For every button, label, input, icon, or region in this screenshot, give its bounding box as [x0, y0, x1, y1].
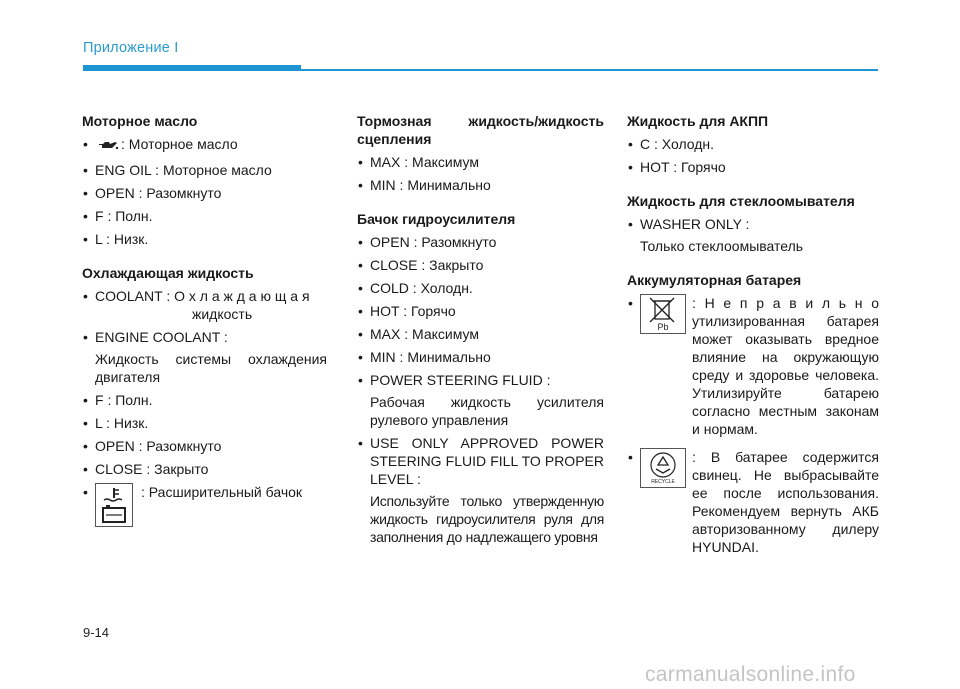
list-item: • CLOSE : Закрыто: [82, 460, 327, 478]
list-item: [82, 135, 327, 156]
list-item: • CLOSE : Закрыто: [357, 256, 604, 274]
coolant-heading: Охлаждающая жидкость: [82, 265, 254, 281]
list-item: • MAX : Максимум: [357, 153, 604, 171]
engine-oil-heading: Моторное масло: [82, 113, 198, 129]
pb-warning-text: : Н е п р а в и л ь н о утилизированная батарея может оказывать вредное влияние на окружающую среду и здоровье человека. Утилизируйте батарею согласно местным законам и нормам.: [692, 295, 879, 437]
list-item: • OPEN : Разомкнуто: [82, 184, 327, 202]
atf-heading: Жидкость для АКПП: [627, 113, 769, 129]
crossed-bin-pb-icon: [640, 294, 686, 334]
list-item: [357, 434, 604, 546]
watermark: carmanualsonline.info: [645, 663, 856, 686]
brake-fluid-heading: Тормозная жидкость/жидкость сцепления: [357, 113, 604, 147]
column-1: [82, 112, 327, 543]
list-item: [82, 328, 327, 386]
pb-icon-text: • Pb: [657, 322, 669, 332]
oil-can-icon: [97, 138, 119, 156]
coolant-label-continued: жидкость: [192, 306, 253, 322]
list-item: [627, 294, 879, 438]
list-item: • MIN : Минимально: [357, 348, 604, 366]
power-steering-list: [357, 233, 604, 546]
coolant-list: [82, 287, 327, 527]
list-item: • ENG OIL : Моторное масло: [82, 161, 327, 179]
battery-heading: Аккумуляторная батарея: [627, 272, 802, 288]
engine-coolant-label: ENGINE COOLANT :: [95, 329, 228, 345]
list-item: [357, 371, 604, 429]
ps-fluid-desc: Рабочая жидкость усилителя рулевого управления: [370, 394, 604, 428]
list-item: • F : Полн.: [82, 391, 327, 409]
list-item: • L : Низк.: [82, 230, 327, 248]
washer-list: [627, 215, 879, 255]
washer-heading: Жидкость для стеклоомывателя: [627, 193, 855, 209]
page-number: 9-14: [83, 625, 110, 640]
battery-list: [627, 294, 879, 556]
ps-approved-label: • USE ONLY APPROVED POWER STEERING FLUID FILL TO PROPER LEVEL :: [370, 435, 604, 487]
list-item: • C : Холодн.: [627, 135, 879, 153]
list-item: • HOT : Горячо: [357, 302, 604, 320]
list-item: • OPEN : Разомкнуто: [357, 233, 604, 251]
header-rule: [301, 69, 878, 71]
ps-approved-desc: Используйте только утвержденную жидкость гидроусилителя руля для заполнения до надлежащего уровня: [370, 493, 604, 545]
engine-oil-list: [82, 135, 327, 248]
list-item: [627, 448, 879, 556]
list-item: [82, 287, 327, 323]
washer-label: WASHER ONLY :: [640, 216, 750, 232]
list-item: • COLD : Холодн.: [357, 279, 604, 297]
power-steering-heading: Бачок гидроусилителя: [357, 211, 516, 227]
reservoir-tank-label: • : Расширительный бачок: [141, 484, 303, 500]
engine-coolant-desc: Жидкость системы охлаждения двигателя: [95, 351, 327, 385]
list-item: • F : Полн.: [82, 207, 327, 225]
recycle-icon-text: • RECYCLE: [651, 479, 675, 485]
brake-fluid-list: [357, 153, 604, 194]
column-3: [627, 112, 879, 572]
recycle-text: : В батарее содержится свинец. Не выбрасывайте ее после использования. Рекомендуем вернуть АКБ авторизованному дилеру HYUNDAI.: [692, 449, 879, 555]
section-title: Приложение I: [83, 40, 179, 56]
recycle-icon: [640, 448, 686, 488]
column-2: [357, 112, 604, 562]
oil-icon-label: : Моторное масло: [121, 136, 238, 152]
list-item: [627, 215, 879, 255]
atf-list: [627, 135, 879, 176]
list-item: • OPEN : Разомкнуто: [82, 437, 327, 455]
header-accent-bar: [83, 65, 301, 71]
coolant-label: COOLANT : О х л а ж д а ю щ а я: [95, 288, 310, 304]
reservoir-tank-icon: [95, 483, 133, 527]
list-item: • MAX : Максимум: [357, 325, 604, 343]
list-item: [82, 483, 327, 527]
list-item: • L : Низк.: [82, 414, 327, 432]
ps-fluid-label: POWER STEERING FLUID :: [370, 372, 551, 388]
list-item: • MIN : Минимально: [357, 176, 604, 194]
washer-desc: Только стеклоомыватель: [640, 238, 804, 254]
list-item: • HOT : Горячо: [627, 158, 879, 176]
